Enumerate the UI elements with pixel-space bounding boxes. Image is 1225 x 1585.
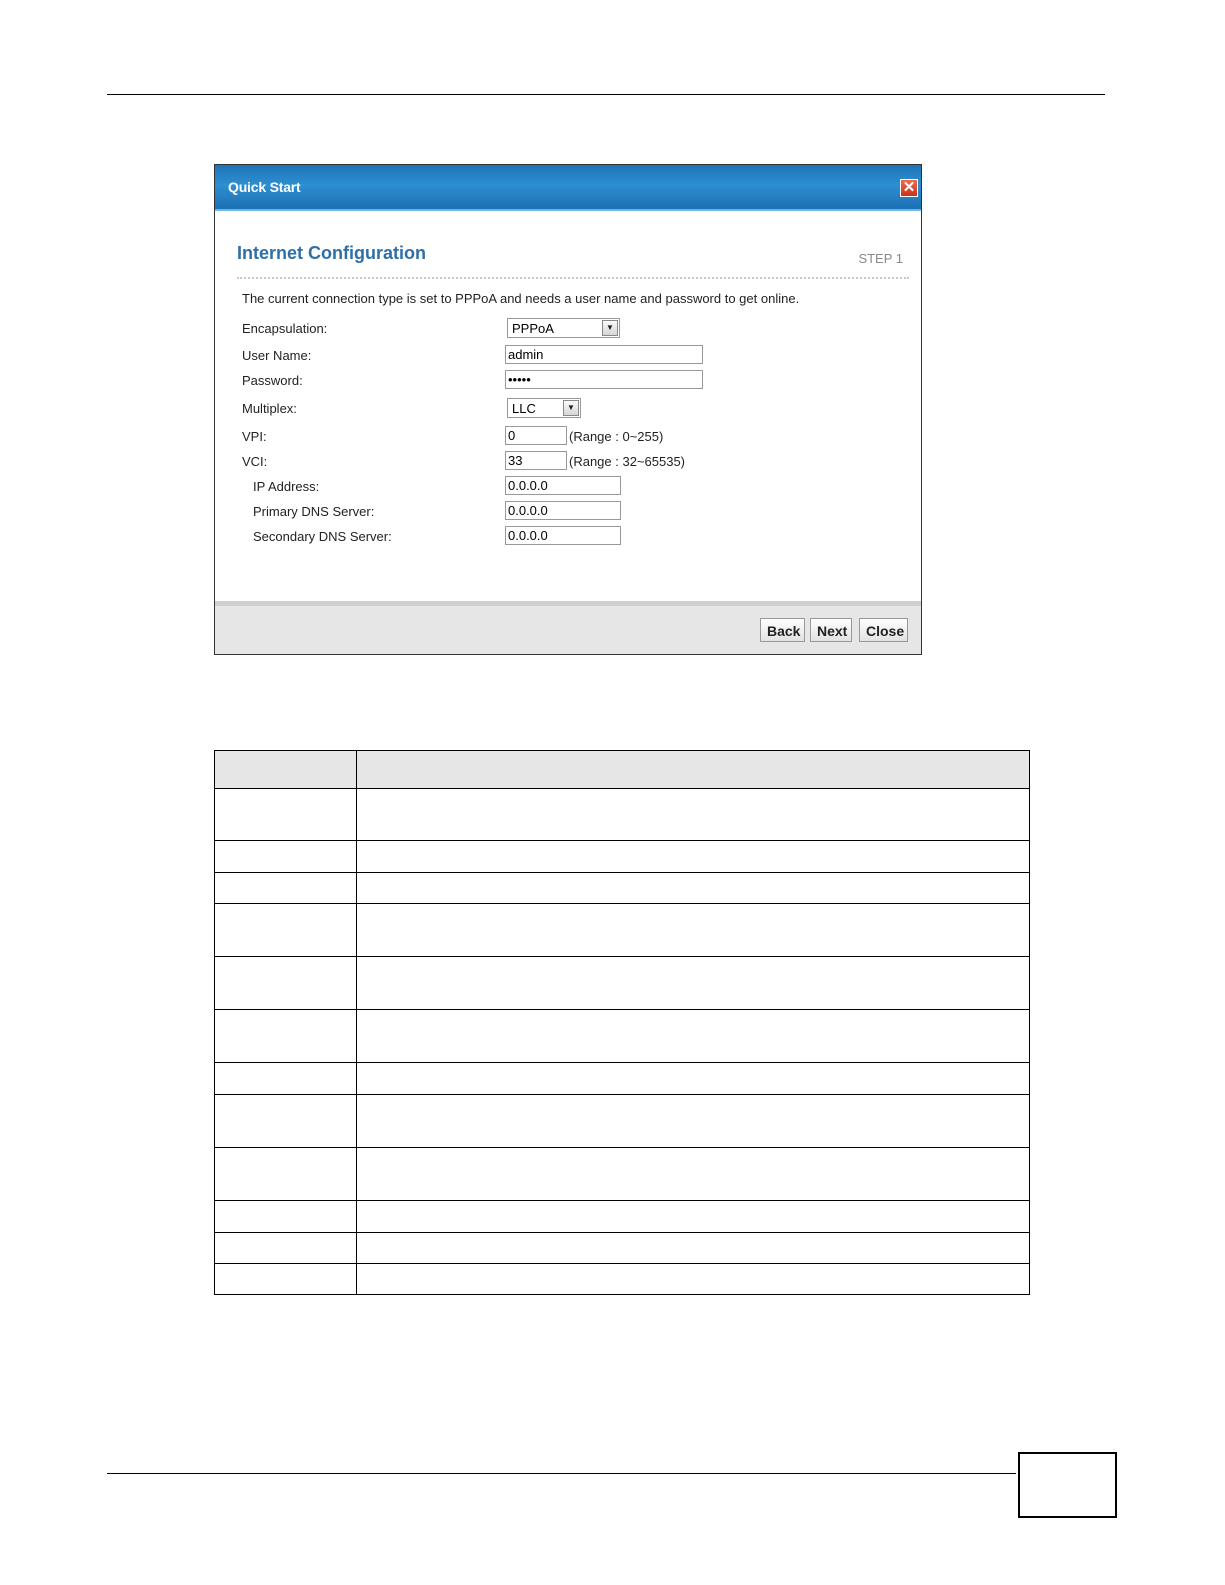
table-row — [215, 1264, 1030, 1295]
table-header-cell — [357, 751, 1030, 789]
multiplex-label: Multiplex: — [242, 401, 297, 416]
footer-rule — [107, 1473, 1016, 1474]
header-rule — [107, 94, 1105, 95]
username-label: User Name: — [242, 348, 312, 363]
table-row — [215, 1063, 1030, 1095]
chevron-down-icon: ▼ — [602, 320, 618, 336]
section-title: Internet Configuration — [237, 243, 426, 263]
vpi-input[interactable] — [505, 426, 567, 445]
table-row — [215, 1201, 1030, 1233]
close-button[interactable]: Close — [859, 618, 908, 642]
table-row — [215, 873, 1030, 904]
primary-dns-input[interactable] — [505, 501, 621, 520]
ip-address-label: IP Address: — [253, 479, 320, 494]
back-button[interactable]: Back — [760, 618, 805, 642]
chevron-down-icon: ▼ — [563, 400, 579, 416]
secondary-dns-input[interactable] — [505, 526, 621, 545]
table-header-cell — [215, 751, 357, 789]
multiplex-select[interactable] — [507, 398, 581, 418]
secondary-dns-label: Secondary DNS Server: — [253, 529, 392, 544]
table-row — [215, 1233, 1030, 1264]
vci-range: (Range : 32~65535) — [569, 454, 686, 469]
close-icon[interactable]: ✕ — [900, 179, 918, 197]
primary-dns-label: Primary DNS Server: — [253, 504, 375, 519]
table-header-row — [215, 751, 1030, 789]
dialog-title: Quick Start — [228, 179, 301, 195]
table-row — [215, 1095, 1030, 1148]
password-input[interactable] — [505, 370, 703, 389]
vpi-range: (Range : 0~255) — [569, 429, 664, 444]
vpi-label: VPI: — [242, 429, 267, 444]
step-label: STEP 1 — [858, 251, 903, 266]
dialog-titlebar — [215, 165, 921, 211]
quick-start-dialog — [214, 164, 922, 655]
dotted-divider — [237, 277, 909, 279]
table-row — [215, 1010, 1030, 1063]
table-row — [215, 841, 1030, 873]
encapsulation-value: PPPoA — [512, 321, 554, 336]
table-row — [215, 789, 1030, 841]
next-button[interactable]: Next — [810, 618, 852, 642]
table-row — [215, 1148, 1030, 1201]
password-label: Password: — [242, 373, 303, 388]
intro-text: The current connection type is set to PPPoA and needs a user name and password to get online. — [242, 291, 800, 306]
dialog-footer — [215, 601, 921, 654]
vci-label: VCI: — [242, 454, 268, 469]
encapsulation-select[interactable] — [507, 318, 620, 338]
page-number-box — [1018, 1452, 1117, 1518]
username-input[interactable] — [505, 345, 703, 364]
encapsulation-label: Encapsulation: — [242, 321, 328, 336]
vci-input[interactable] — [505, 451, 567, 470]
table-row — [215, 957, 1030, 1010]
ip-address-input[interactable] — [505, 476, 621, 495]
multiplex-value: LLC — [512, 401, 536, 416]
description-table — [214, 750, 1030, 1295]
table-row — [215, 904, 1030, 957]
